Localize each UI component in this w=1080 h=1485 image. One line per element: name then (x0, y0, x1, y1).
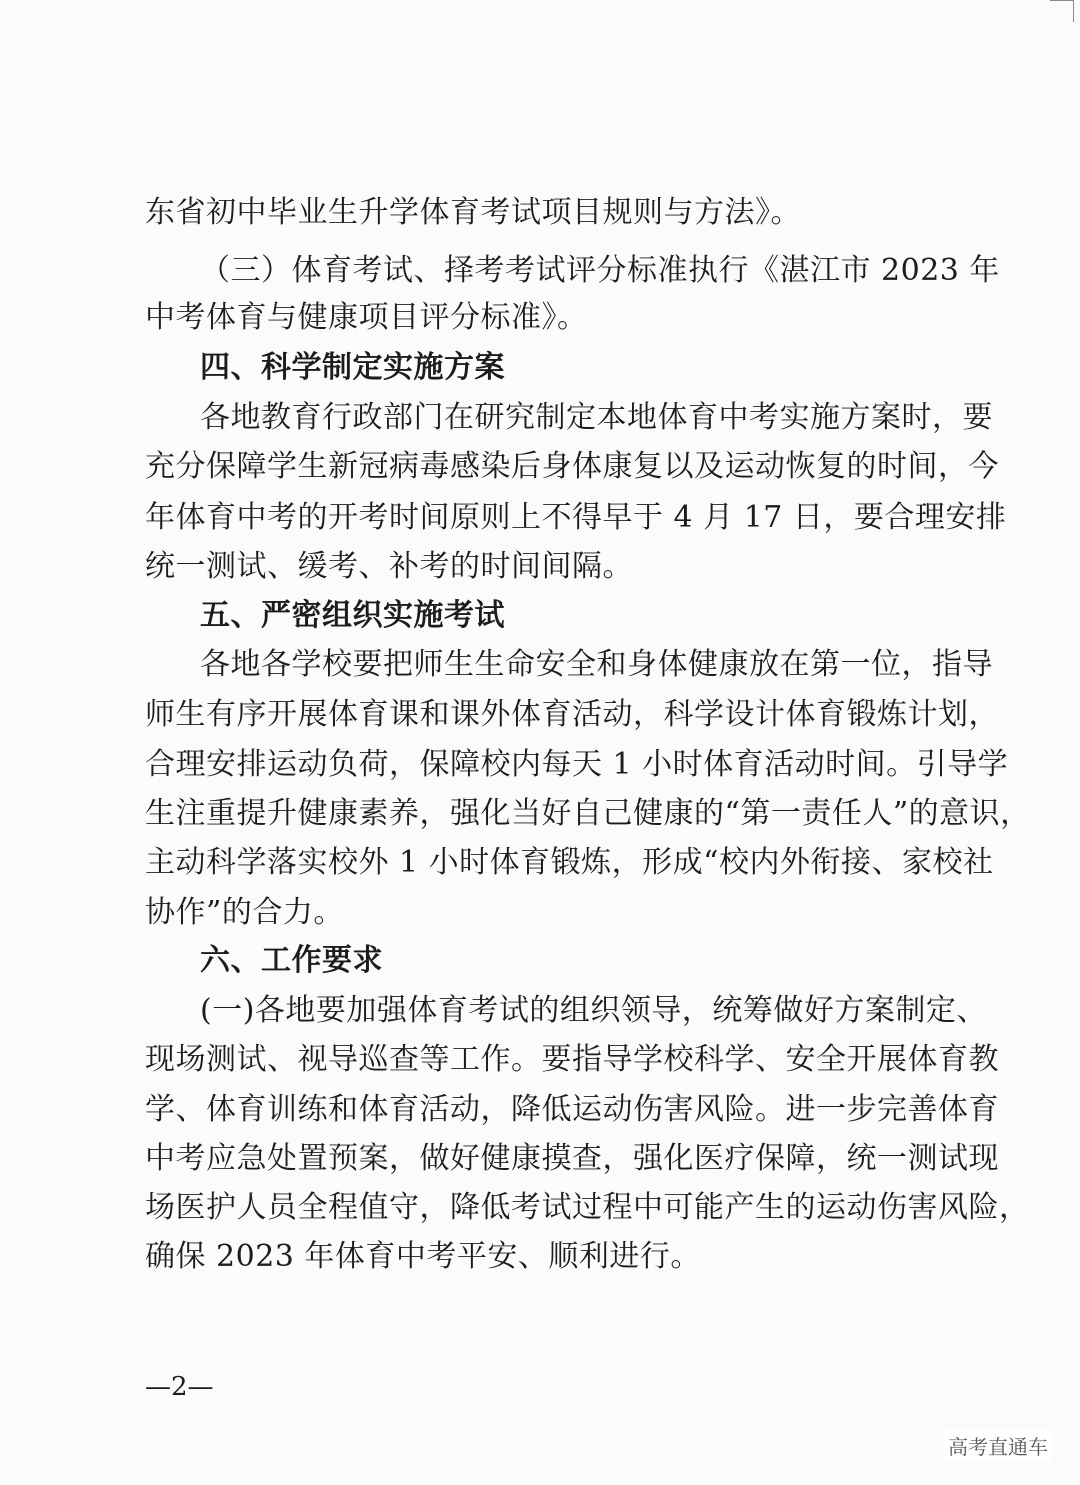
body-line-1: 东省初中毕业生升学体育考试项目规则与方法》。 (145, 195, 801, 230)
body-line-8: 统一测试、缓考、补考的时间间隔。 (145, 549, 633, 584)
body-line-15: 协作”的合力。 (145, 895, 344, 930)
body-line-20: 中考应急处置预案，做好健康摸查，强化医疗保障，统一测试现 (145, 1141, 999, 1176)
section-heading-4: 四、科学制定实施方案 (200, 350, 505, 385)
body-line-7: 年体育中考的开考时间原则上不得早于 4 月 17 日，要合理安排 (145, 500, 1007, 535)
body-line-5: 各地教育行政部门在研究制定本地体育中考实施方案时，要 (200, 400, 993, 435)
page-number: —2— (145, 1372, 214, 1402)
body-line-17: (一)各地要加强体育考试的组织领导，统筹做好方案制定、 (200, 993, 987, 1028)
body-line-2: （三）体育考试、择考考试评分标准执行《湛江市 2023 年 (200, 253, 1000, 288)
body-line-11: 师生有序开展体育课和课外体育活动，科学设计体育锻炼计划， (145, 697, 999, 732)
body-line-13: 生注重提升健康素养，强化当好自己健康的“第一责任人”的意识， (145, 796, 1031, 831)
body-line-12: 合理安排运动负荷，保障校内每天 1 小时体育活动时间。引导学 (145, 747, 1009, 782)
body-line-10: 各地各学校要把师生生命安全和身体健康放在第一位，指导 (200, 647, 993, 682)
section-heading-5: 五、严密组织实施考试 (200, 598, 505, 633)
body-line-22: 确保 2023 年体育中考平安、顺利进行。 (145, 1239, 701, 1274)
body-line-14: 主动科学落实校外 1 小时体育锻炼，形成“校内外衔接、家校社 (145, 845, 994, 880)
section-heading-6: 六、工作要求 (200, 943, 383, 978)
source-watermark: 高考直通车 (944, 1429, 1052, 1462)
body-line-19: 学、体育训练和体育活动，降低运动伤害风险。进一步完善体育 (145, 1092, 999, 1127)
scan-corner-mark (1050, 0, 1074, 22)
body-line-18: 现场测试、视导巡查等工作。要指导学校科学、安全开展体育教 (145, 1042, 999, 1077)
body-line-6: 充分保障学生新冠病毒感染后身体康复以及运动恢复的时间，今 (145, 449, 999, 484)
body-line-3: 中考体育与健康项目评分标准》。 (145, 300, 588, 335)
body-line-21: 场医护人员全程值守，降低考试过程中可能产生的运动伤害风险， (145, 1190, 1030, 1225)
